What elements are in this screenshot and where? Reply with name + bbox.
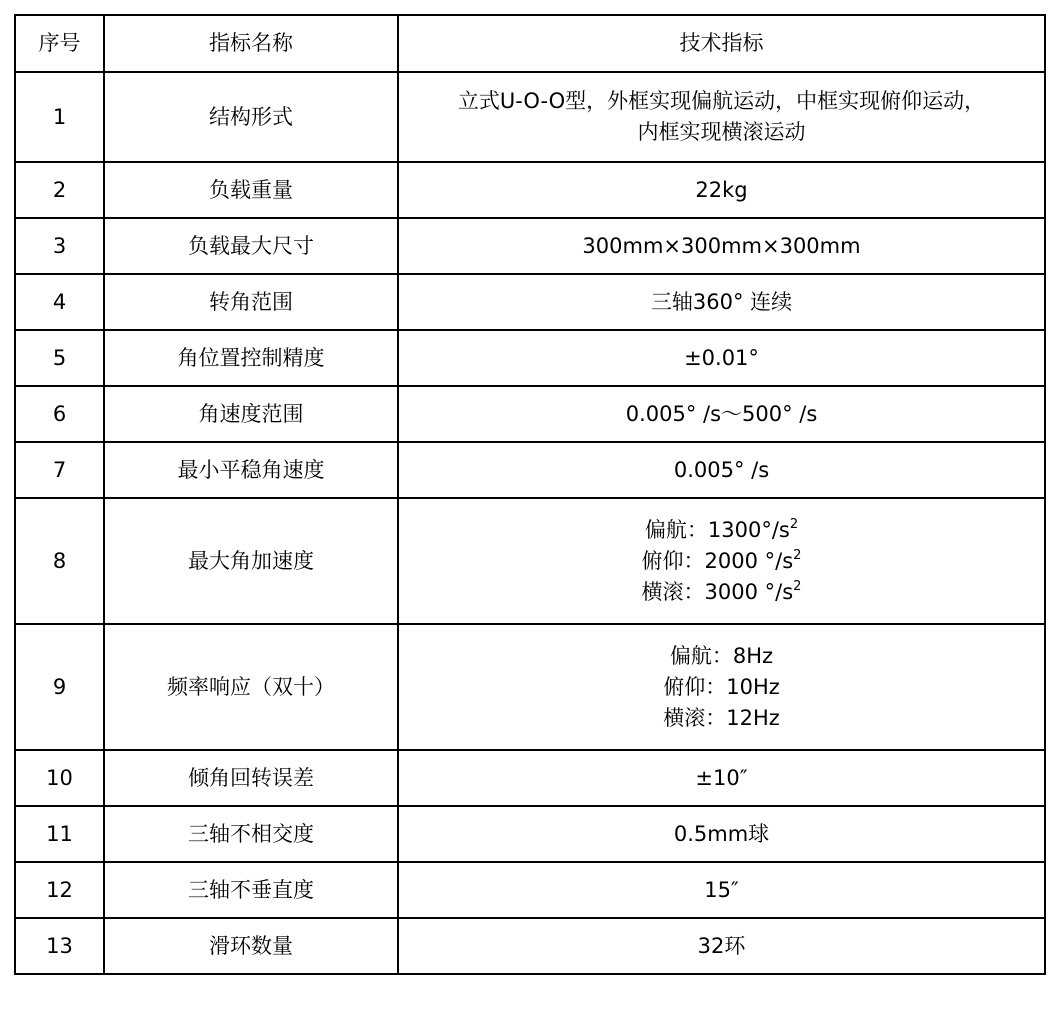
table-row: [15, 918, 1045, 974]
row-no: 5: [15, 330, 104, 386]
header-no: 序号: [15, 15, 104, 72]
table-row: [15, 72, 1045, 162]
row-name: 负载最大尺寸: [104, 218, 398, 274]
row-name: 三轴不相交度: [104, 806, 398, 862]
row-spec: 0.005° /s～500° /s: [398, 386, 1045, 442]
table-row: [15, 274, 1045, 330]
row-no: 11: [15, 806, 104, 862]
spec-line-text: 偏航：1300°/s: [644, 517, 790, 542]
row-name: 角速度范围: [104, 386, 398, 442]
row-name: 转角范围: [104, 274, 398, 330]
row-no: 6: [15, 386, 104, 442]
row-spec: 0.5mm球: [398, 806, 1045, 862]
row-name: 滑环数量: [104, 918, 398, 974]
table-row: [15, 442, 1045, 498]
spec-line: [405, 577, 1038, 608]
row-spec: 15″: [398, 862, 1045, 918]
table-row: [15, 624, 1045, 750]
row-no: 7: [15, 442, 104, 498]
row-spec: 22kg: [398, 162, 1045, 218]
row-no: 13: [15, 918, 104, 974]
row-name: 最大角加速度: [104, 498, 398, 624]
spec-line: 横滚：12Hz: [663, 705, 780, 730]
spec-line: 立式U-O-O型，外框实现偏航运动，中框实现俯仰运动，: [457, 89, 986, 113]
row-spec: [398, 624, 1045, 750]
row-name: 三轴不垂直度: [104, 862, 398, 918]
row-spec: ±0.01°: [398, 330, 1045, 386]
row-no: 2: [15, 162, 104, 218]
row-spec: [398, 498, 1045, 624]
row-name: 角位置控制精度: [104, 330, 398, 386]
superscript: 2: [793, 578, 802, 594]
spec-line: [405, 546, 1038, 577]
row-spec: [398, 72, 1045, 162]
row-no: 9: [15, 624, 104, 750]
spec-line: [405, 515, 1038, 546]
row-no: 4: [15, 274, 104, 330]
row-no: 1: [15, 72, 104, 162]
row-name: 结构形式: [104, 72, 398, 162]
row-no: 8: [15, 498, 104, 624]
row-spec: 三轴360° 连续: [398, 274, 1045, 330]
table-row: [15, 386, 1045, 442]
table-row: [15, 218, 1045, 274]
table-row: [15, 498, 1045, 624]
spec-line-text: 俯仰：2000 °/s: [641, 548, 794, 573]
table-header-row: [15, 15, 1045, 72]
row-name: 频率响应（双十）: [104, 624, 398, 750]
spec-line: 偏航：8Hz: [669, 643, 774, 668]
table-row: [15, 806, 1045, 862]
table-row: [15, 862, 1045, 918]
row-name: 倾角回转误差: [104, 750, 398, 806]
spec-line: 内框实现横滚运动: [637, 120, 806, 144]
spec-line: 俯仰：10Hz: [663, 674, 780, 699]
header-name: 指标名称: [104, 15, 398, 72]
spec-table: [14, 14, 1046, 975]
row-spec: 0.005° /s: [398, 442, 1045, 498]
row-name: 负载重量: [104, 162, 398, 218]
row-spec: 300mm×300mm×300mm: [398, 218, 1045, 274]
header-spec: 技术指标: [398, 15, 1045, 72]
row-no: 10: [15, 750, 104, 806]
table-row: [15, 162, 1045, 218]
table-row: [15, 330, 1045, 386]
superscript: 2: [789, 516, 799, 532]
row-no: 12: [15, 862, 104, 918]
row-name: 最小平稳角速度: [104, 442, 398, 498]
row-no: 3: [15, 218, 104, 274]
row-spec: 32环: [398, 918, 1045, 974]
superscript: 2: [793, 547, 802, 563]
spec-line-text: 横滚：3000 °/s: [641, 579, 794, 604]
table-row: [15, 750, 1045, 806]
row-spec: ±10″: [398, 750, 1045, 806]
